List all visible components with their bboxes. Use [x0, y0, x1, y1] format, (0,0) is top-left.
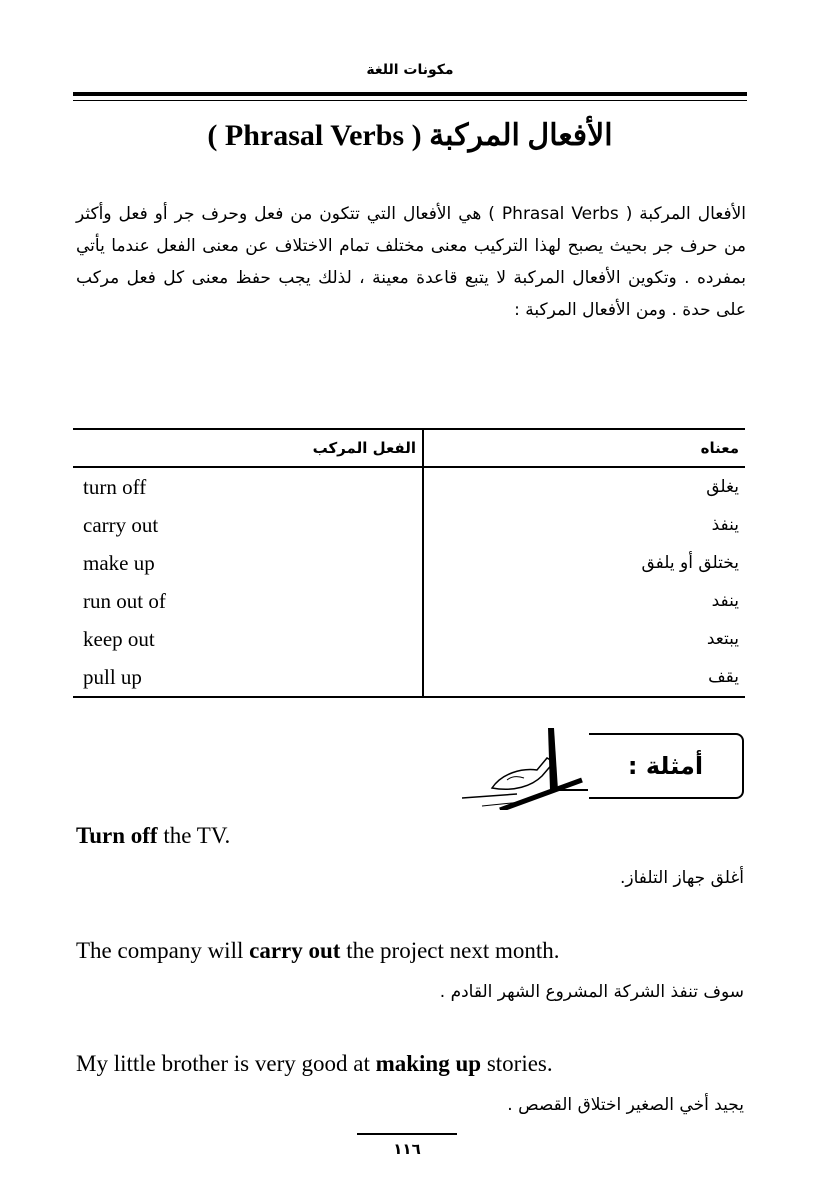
column-header-meaning: معناه [700, 439, 739, 457]
phrasal-verbs-table [73, 428, 745, 698]
table-row [73, 506, 745, 544]
verb-cell: carry out [73, 506, 423, 544]
example-1-arabic: أغلق جهاز التلفاز. [619, 868, 744, 888]
example-3-arabic: يجيد أخي الصغير اختلاق القصص . [507, 1095, 744, 1115]
example-phrasal-verb: Turn off [76, 823, 158, 848]
table-row [73, 467, 745, 506]
meaning-cell: يبتعد [706, 629, 739, 649]
meaning-cell: يغلق [706, 477, 739, 497]
examples-label: أمثلة : [627, 752, 704, 780]
header-rule-thin [73, 100, 747, 101]
meaning-cell: يقف [423, 658, 745, 697]
example-phrasal-verb: making up [375, 1051, 482, 1076]
example-phrasal-verb: carry out [249, 938, 341, 963]
page-number: ١١٦ [393, 1140, 421, 1158]
page-title: الأفعال المركبة ( Phrasal Verbs ) [207, 119, 613, 152]
example-1-english [76, 823, 230, 849]
intro-paragraph: الأفعال المركبة ( Phrasal Verbs ) هي الأفعال التي تتكون من فعل وحرف جر أو فعل وأكثر من حرف جر بحيث يصبح لهذا التركيب معنى مختلف تمام الاختلاف عن معنى الفعل عندما يأتي بمفرده . وتكوين الأفعال المركبة لا يتبع قاعدة معينة ، لذلك يجب حفظ معنى كل فعل مركب على حدة . ومن الأفعال المركبة : [76, 204, 746, 320]
example-3-english [76, 1051, 553, 1077]
table-header-row [73, 429, 745, 467]
example-text: the project next month. [340, 938, 560, 963]
column-header-verb: الفعل المركب [73, 429, 423, 467]
example-text: My little brother is very good at [76, 1051, 376, 1076]
meaning-cell: يختلق أو يلفق [641, 553, 739, 573]
verb-cell: run out of [73, 582, 423, 620]
example-text: the TV. [157, 823, 231, 848]
meaning-cell: ينفد [711, 591, 739, 611]
verb-cell: pull up [73, 658, 423, 697]
example-2-arabic: سوف تنفذ الشركة المشروع الشهر القادم . [439, 982, 744, 1002]
table-row [73, 658, 745, 697]
verb-cell: turn off [73, 467, 423, 506]
verb-cell: keep out [73, 620, 423, 658]
table-row [73, 544, 745, 582]
footer-rule [357, 1133, 457, 1135]
examples-heading-box [589, 733, 744, 799]
example-text: The company will [76, 938, 250, 963]
running-header: مكونات اللغة [366, 62, 454, 78]
verb-cell: make up [73, 544, 423, 582]
example-2-english [76, 938, 560, 964]
header-rule [73, 92, 747, 96]
table-row [73, 582, 745, 620]
meaning-cell: ينفذ [711, 515, 739, 535]
table-row [73, 620, 745, 658]
example-text: stories. [481, 1051, 553, 1076]
hand-writing-pen-icon [462, 728, 594, 810]
